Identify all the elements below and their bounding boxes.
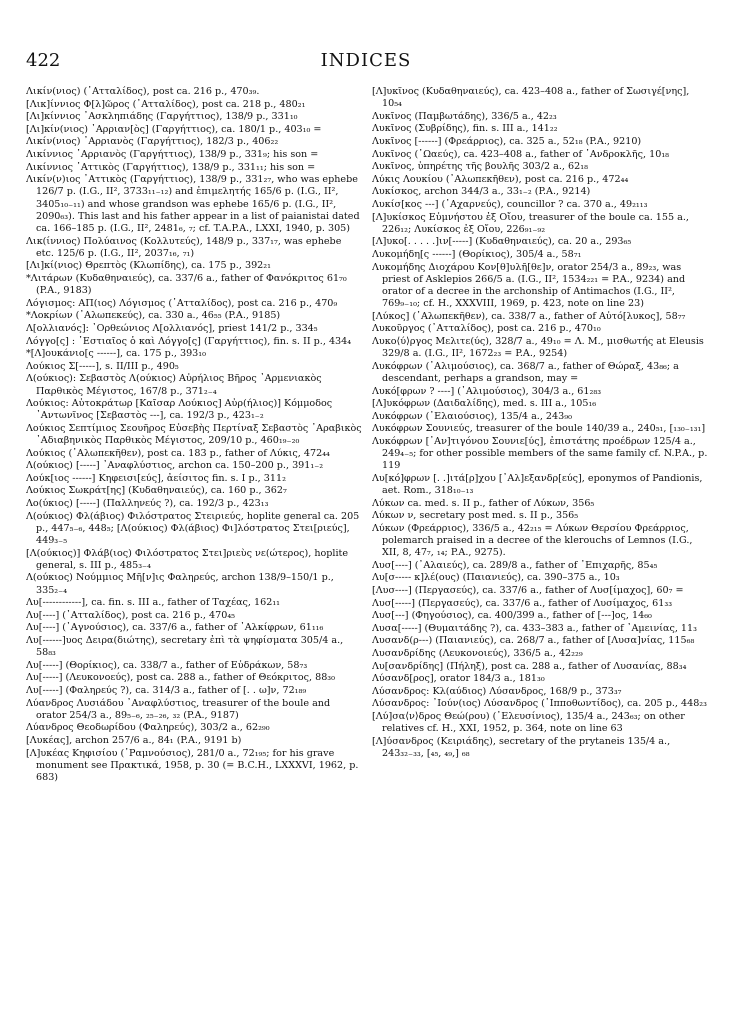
index-entry: Λικίν(ν)ιος ᾽Αττικὸς (Γαργήττιος), 138/9 p., 331₂₇, who was ephebe 126/7 p. (I.G., II², 3733₁₁₋₁₂) and ἐπιμελητής 165/6 p. (I.G., II², 3405₁₀₋₁₁) and whose grandson was ephebe 165/6 p. (I.G., II², 2090₆₃). This last and his father appear in a list of paianistai dated ca. 166–185 p. (I.G., II², 2481₆, ₇; cf. T.A.P.A., LXXI, 1940, p. 305): [26, 174, 360, 234]
index-entry: [Λυκέας], archon 257/6 a., 84₁ (P.A., 9191 b): [26, 735, 242, 747]
index-entry: Λυκομήδη[ς ------] (Θορίκιος), 305/4 a., 58₇₁: [372, 248, 582, 260]
index-entry: Λύκις Λουκίου (᾽Αλωπεκῆθεν), post ca. 216 p., 472₄₄: [372, 173, 629, 185]
index-entry: Λούκιος Σ[-----], s. II/III p., 490₅: [26, 360, 179, 372]
index-entry: Λούκιος (᾽Αλωπεκῆθεν), post ca. 183 p., father of Λύκις, 472₄₄: [26, 447, 330, 459]
index-entry: Λ(ούκιος): Σεβαστὸς Λ(ούκιος) Αὐρήλιος Βῆρος ᾽Αρμενιακὸς Παρθικὸς Μέγιστος, 167/8 p., 371₂₋₄: [26, 373, 322, 397]
index-entry: Λύανδρος Λυσιάδου ᾽Αναφλύστιος, treasurer of the boule and orator 254/3 a., 89₅₋₆, ₂₅₋₂₆, ₃₂ (P.A., 9187): [26, 697, 331, 721]
index-entry: [Λ]υκόφρων (Δαιδαλίδης), med. s. III a., 105₁₆: [372, 398, 597, 410]
index-entry: *Λοκρίων (᾽Αλωπεκεύς), ca. 330 a., 46₅₅ (P.A., 9185): [26, 310, 281, 322]
index-entry: Λυσ[-----] (Περγασεύς), ca. 337/6 a., father of Λυσίμαχος, 61₃₃: [372, 597, 673, 609]
index-entry: Λ[ολλιανός]: ᾽Ορθεώνιος Λ[ολλιανός], priest 141/2 p., 334₅: [26, 322, 318, 334]
index-entry: [Λ]υκίσκος Εὐμνήστου ἐξ Οἴου, treasurer of the boule ca. 155 a., 226₁₂; Λυκίσκος ἐξ Οἴου, 226₉₁₋₉₂: [372, 211, 689, 235]
index-entry: Λικ(ίννιος) Πολύαινος (Κολλυτεύς), 148/9 p., 337₁₇, was ephebe etc. 125/6 p. (I.G., II², 2037₁₆, ₇₁): [26, 235, 342, 259]
index-entry: Λυκόφρων [᾽Αν]τιγόνου Σουνιε[ύς], ἐπιστάτης προέδρων 125/4 a., 249₄₋₅; for other possible members of the same family cf. N.P.A., p. 119: [372, 435, 708, 472]
index-entry: Λυκομήδης Διοχάρου Κον[θ]υλῆ[θε]ν, orator 254/3 a., 89₂₃, was priest of Asklepios 266/5 a. (I.G., II², 1534₂₂₁ = P.A., 9234) and orator of a decree in the archonship of Antimachos (I.G., II², 769₉₋₁₀; cf. H., XXXVIII, 1969, p. 423, note on line 23): [372, 261, 686, 310]
index-entry: *Λιτάρων (Κυδαθηναιεύς), ca. 337/6 a., father of Φανόκριτος 61₇₀ (P.A., 9183): [26, 272, 347, 297]
index-entry: Λυ[------]υος Δειρα(διώτης), secretary ἐπὶ τὰ ψηφίσματα 305/4 a., 58₈₃: [26, 635, 344, 659]
index-entry: Λυκίσκος, archon 344/3 a., 33₁₋₂ (P.A., 9214): [372, 186, 591, 198]
index-entry: Λ(ούκιος) [-----] ᾽Αναφλύστιος, archon ca. 150–200 p., 391₁₋₂: [26, 460, 324, 472]
index-entry: Λυ[----] (᾽Ατταλίδος), post ca. 216 p., 470₄₅: [26, 609, 236, 621]
index-entry: Λο(ύκιος) [-----] (Παλληνεύς ?), ca. 192/3 p., 423₁₃: [26, 498, 269, 510]
page-header: [26, 50, 706, 72]
index-entry: [Λι]κίν(νιος) ᾽Αρριαν[ὸς] (Γαργήττιος), ca. 180/1 p., 403₁₀ =: [26, 123, 322, 135]
index-entry: Λούκιος: Αὐτοκράτωρ [Καῖσαρ Λούκιος] Αὐρ(ήλιος)] Κόμμοδος ᾽Αντωνῖνος [Σεβαστὸς ---], ca. 192/3 p., 423₁₋₂: [26, 398, 333, 422]
index-entry: [Λ]υκέας Κηφισίου (᾽Ραμνούσιος), 281/0 a., 72₁₉₅; for his grave monument see Πρακτικά, 1958, p. 30 (= B.C.H., LXXXVI, 1962, p. 683): [26, 747, 359, 784]
index-entry: Λύανδρος Θεοδωρίδου (Φαληρεύς), 303/2 a., 62₂₉₀: [26, 722, 270, 734]
index-entry: Λούκιος Σωκράτ[ης] (Κυδαθηναιεύς), ca. 160 p., 362₇: [26, 485, 287, 497]
index-entry: Λόγγο[ς] : ᾽Εστιαῖος ὁ καὶ Λόγγο[ς] (Γαργήττιος), fin. s. II p., 434₄: [26, 335, 352, 347]
index-entry: Λύκων ν, secretary post med. s. II p., 356₅: [372, 510, 579, 522]
index-entry: Λυκῖνος (Συβρίδης), fin. s. III a., 141₂₂: [372, 123, 558, 135]
index-entry: [Λ]υκο[. . . . .]ιν[-----] (Κυδαθηναιεύς), ca. 20 a., 293₆₅: [372, 236, 632, 248]
index-entry: Λυ[-----] (Φαληρεύς ?), ca. 314/3 a., father of [. . ω]ν, 72₁₈₉: [26, 685, 307, 697]
index-entry: Λούκ[ιος ------] Κηφεισι[εύς], ἀείσιτος fin. s. I p., 311₂: [26, 472, 286, 484]
index-entry: Λυκῖνος (᾽Ωαεύς), ca. 423–408 a., father of ᾽Ανδροκλῆς, 10₁₈: [372, 148, 670, 160]
index-entry: Λυ[----] (᾽Αγνούσιος), ca. 337/6 a., father of ᾽Αλκίφρων, 61₁₁₆: [26, 622, 324, 634]
index-entry: Λ(ούκιος) Φλ(άβιος) Φιλόστρατος Στειριεύς, hoplite general ca. 205 p., 447₅₋₆, 448₅; [Λ(ούκιος) Φλ(άβιος) Φι]λόστρατος Στει[ριεύς], 449₃₋₅: [26, 510, 360, 547]
left-column: [26, 86, 362, 1016]
index-entry: [Λι]κί(νιος) Θρεπτὸς (Κλωπίδης), ca. 175 p., 392₂₁: [26, 260, 271, 272]
index-entry: [Λι]κίννιος ᾽Ασκληπιάδης (Γαργήττιος), 138/9 p., 331₁₀: [26, 111, 298, 123]
index-entry: Λούκιος Σεπτίμιος Σεουῆρος Εὐσεβὴς Περτίναξ Σεβαστὸς ᾽Αραβικὸς ᾽Αδιαβηνικὸς Παρθικὸς Μέγιστος, 209/10 p., 460₁₉₋₂₀: [26, 422, 362, 447]
index-entry: Λ(ούκιος) Νούμμιος Μῆ[ν]ις Φαληρεύς, archon 138/9–150/1 p., 335₂₋₄: [26, 572, 334, 596]
index-entry: Λυ[σ----- κ]λέ(ους) (Παιανιεύς), ca. 390–375 a., 10₃: [372, 572, 620, 584]
index-entry: Λυκο⟨ύ⟩ργος Μελιτε(ύς), 328/7 a., 49₁₀ = Λ. Μ., μισθωτής at Eleusis 329/8 a. (I.G., II², 1672₂₃ = P.A., 9254): [372, 335, 704, 360]
page-number: 422: [26, 50, 61, 71]
index-entry: Λυ[------------], ca. fin. s. III a., father of Ταχέας, 162₁₁: [26, 597, 281, 609]
index-entry: Λικίννιος ᾽Αττικὸς (Γαργήττιος), 138/9 p., 331₁₁; his son =: [26, 161, 316, 173]
index-entry: Λυκόφρων (᾽Αλιμούσιος), ca. 368/7 a., father of Θώραξ, 43₈₆; a descendant, perhaps a grandson, may =: [372, 360, 679, 384]
index-entry: Λυκόφρων Σουνιεύς, treasurer of the boule 140/39 a., 240₅₁, [₁₃₀₋₁₃₁]: [372, 423, 706, 435]
index-entry: [Λυσ----] (Περγασεύς), ca. 337/6 a., father of Λυσ[ίμαχος], 60₇ =: [372, 585, 684, 597]
index-entry: Λυκῖνος [------] (Φρεάρριος), ca. 325 a., 52₁₈ (P.A., 9210): [372, 135, 642, 147]
index-entry: Λυ[-----] (Λευκονοεύς), post ca. 288 a., father of Θεόκριτος, 88₃₀: [26, 672, 336, 684]
index-entry: Λυσανδ(ρ---) (Παιανιεύς), ca. 268/7 a., father of [Λυσα]νίας, 115₆₈: [372, 635, 695, 647]
index-entry: Λικίννιος ᾽Αρριανὸς (Γαργήττιος), 138/9 p., 331₉; his son =: [26, 148, 319, 160]
index-entry: Λυσ[----] (᾽Αλαιεύς), ca. 289/8 a., father of ᾽Επιχαρῆς, 85₄₅: [372, 559, 658, 571]
index-entry: [Λύκος] (᾽Αλωπεκῆθεν), ca. 338/7 a., father of Αὐτό[λυκος], 58₇₇: [372, 310, 686, 322]
index-entry: [Λ]υκῖνος (Κυδαθηναιεύς), ca. 423–408 a., father of Σωσιγέ[νης], 10₅₄: [372, 86, 690, 110]
index-entry: Λύκων ca. med. s. II p., father of Λύκων, 356₅: [372, 497, 595, 509]
index-entry: Λυκίσ[κος ---] (᾽Αχαρνεύς), councillor ? ca. 370 a., 49₂₁₁₃: [372, 198, 648, 210]
index-entry: Λύκων (Φρεάρριος), 336/5 a., 42₂₁₅ = Λύκων Θερσίου Φρεάρριος, polemarch praised in a decree of the klerouchs of Lemnos (I.G., XII, 8, 47₇, ₁₄; P.A., 9275).: [372, 522, 693, 559]
index-entry: Λυ[σανδρίδης] (Πήληξ), post ca. 288 a., father of Λυσανίας, 88₃₄: [372, 660, 687, 672]
index-entry: [Λ]ύσανδρος (Κειριάδης), secretary of the prytaneis 135/4 a., 243₃₂₋₃₃, [₄₅, ₄₉,] ₆₈: [372, 735, 671, 759]
index-entry: Λυσ[---] (Φηγούσιος), ca. 400/399 a., father of [---]ος, 14₆₀: [372, 610, 652, 622]
page-title: INDICES: [320, 50, 412, 71]
index-entry: Λικίν(νιος) (᾽Ατταλίδος), post ca. 216 p., 470₃₉.: [26, 86, 260, 97]
index-entry: Λυσα[-----] (Θυμαιτάδης ?), ca. 433–383 a., father of ᾽Αμεινίας, 11₃: [372, 622, 697, 634]
index-entry: Λύσανδ[ρος], orator 184/3 a., 181₃₀: [372, 673, 545, 685]
index-entry: Λυ[-----] (Θορίκιος), ca. 338/7 a., father of Εὐδράκων, 58₇₃: [26, 659, 308, 671]
index-entry: Λυκῖνος, ὑπηρέτης τῆς βουλῆς 303/2 a., 62₁₈: [372, 161, 588, 173]
right-column: [372, 86, 708, 1016]
index-entry: Λύσανδρος: ᾽Ιούν(ιος) Λύσανδρος (῾Ιπποθωντίδος), ca. 205 p., 448₂₃: [372, 698, 708, 710]
index-entry: [Λύ]σα⟨ν⟩δρος Θεώ(ρου) (᾽Ελευσίνιος), 135/4 a., 243₆₃; on other relatives cf. H., XXI, 1952, p. 364, note on line 63: [372, 711, 685, 735]
index-entry: Λικίν(νιος) ᾽Αρριανὸς (Γαργήττιος), 182/3 p., 406₂₂: [26, 136, 279, 148]
index-entry: Λυσανδρίδης (Λευκονοιεύς), 336/5 a., 42₂₂₉: [372, 648, 583, 660]
index-entry: Λύσανδρος: Κλ(αύδιος) Λύσανδρος, 168/9 p., 373₃₇: [372, 685, 622, 697]
index-entry: Λυκόφρων (᾽Ελαιούσιος), 135/4 a., 243₉₀: [372, 410, 572, 422]
index-entry: Λυκό[φρων ? ----] (᾽Αλιμούσιος), 304/3 a., 61₂₈₃: [372, 385, 602, 397]
index-entry: *[Λ]ουκάνιο[ς ------], ca. 175 p., 393₁₀: [26, 348, 206, 360]
index-entry: Λυ[κό]φρων [. .]ιτά[ρ]χου [᾽Αλ]εξανδρ[εύς], eponymos of Pandionis, aet. Rom., 318₁₀₋₁₃: [372, 472, 703, 497]
index-entry: [Λ(ούκιος)] Φλάβ(ιος) Φιλόστρατος Στει]ριεὺς νε(ώτερος), hoplite general, s. III p., 485₃₋₄: [26, 547, 349, 571]
index-entry: [Λικ]ίννιος Φ[λ]ῶρος (᾽Ατταλίδος), post ca. 218 p., 480₂₁: [26, 98, 306, 110]
index-entry: Λυκῖνος (Παμβωτάδης), 336/5 a., 42₂₃: [372, 110, 557, 122]
index-entry: Λόγισμος: ΑΠ(ιος) Λόγισμος (᾽Ατταλίδος), post ca. 216 p., 470₉: [26, 297, 338, 309]
index-entry: Λυκοῦργος (᾽Ατταλίδος), post ca. 216 p., 470₁₀: [372, 323, 601, 335]
